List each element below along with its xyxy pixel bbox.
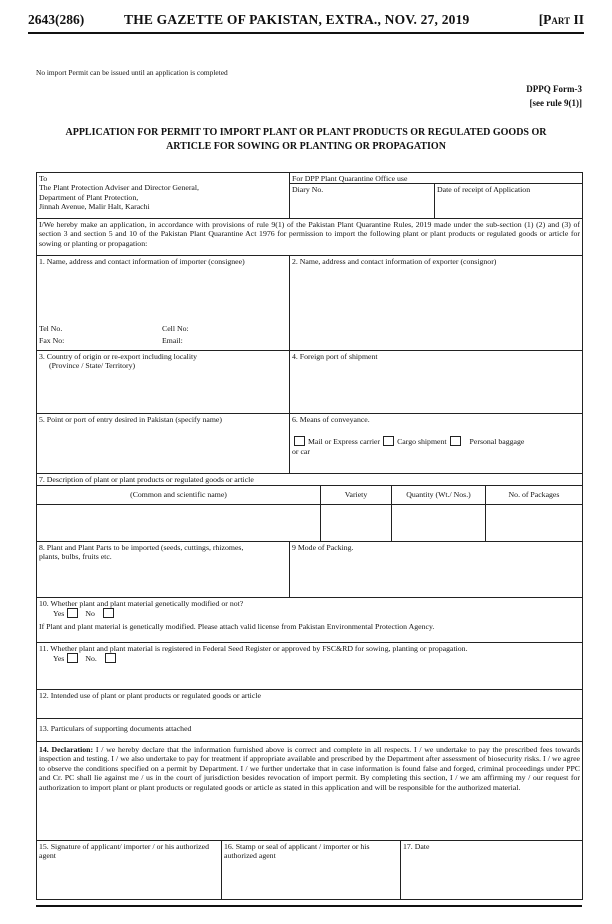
gm-yes-label: Yes [53,609,65,619]
intended-use-field[interactable]: 12. Intended use of plant or plant products or regulated goods or article [36,689,583,719]
gm-no-checkbox[interactable] [103,608,114,618]
cargo-checkbox[interactable] [383,436,394,446]
gazette-header [28,8,584,30]
form-reference [526,82,582,110]
conveyance-options [292,436,580,446]
variety-input[interactable] [320,504,392,542]
form-rule: [see rule 9(1)] [529,98,582,108]
seed-register-question: 11. Whether plant and plant material is registered in Federal Seed Register or approved by FSC&RD for sowing, planting or propagation. [39,644,468,653]
header-rule [28,32,584,34]
car-label: or car [292,446,310,456]
declaration-label: 14. Declaration: [39,745,94,754]
personal-baggage-label: Personal baggage [469,437,525,447]
part-label: [Part II [538,12,584,27]
to-block [36,172,290,219]
conveyance-label: 6. Means of conveyance. [292,415,370,424]
form-title-line-1: APPLICATION FOR PERMIT TO IMPORT PLANT OR PLANT PRODUCTS OR REGULATED GOODS OR [65,127,547,138]
plant-parts-field[interactable] [36,541,290,598]
country-of-origin-label: 3. Country of origin or re-export including locality [39,352,198,361]
page-number: 2643(286) [28,12,85,27]
country-of-origin-field[interactable] [36,350,290,414]
gm-no-label: No [85,609,95,619]
date-of-receipt-field[interactable]: Date of receipt of Application [434,183,583,219]
importer-field[interactable] [36,255,290,351]
gm-yes-checkbox[interactable] [67,608,78,618]
country-of-origin-sublabel: (Province / State/ Territory) [49,361,136,371]
fax-label: Fax No: [39,336,65,345]
seed-yes-label: Yes [53,654,65,664]
diary-number-field[interactable]: Diary No. [289,183,435,219]
stamp-seal-field[interactable]: 16. Stamp or seal of applicant / importer or his authorized agent [221,840,401,900]
column-quantity: Quantity (Wt./ Nos.) [391,485,486,505]
common-name-input[interactable] [36,504,321,542]
signature-field[interactable]: 15. Signature of applicant/ importer / or his authorized agent [36,840,222,900]
packages-input[interactable] [485,504,583,542]
declaration-text: I / we hereby declare that the information furnished above is correct and complete in all respects. I / we undertake to pay the prescribed fees towards inspection and testing. I / we also undertake to pay for treatment if appropriate available and prescribed by the Department after assessment of biosecurity risks. I / we agree to observe the conditions specified on a permit by Department. I / we further undertake that in case information is found false and forged, criminal proceedings under PPC and Cr. PC shall lie against me / us in the court of jurisdiction besides revocation of import permit. By completing this section, I / we am affirming my / our request for authorization to import plant or plant products or regulated goods or article as stated in this application and will be responsible for the authorized material. [39,745,580,792]
footer-rule [36,905,582,907]
foreign-port-field[interactable]: 4. Foreign port of shipment [289,350,583,414]
genetically-modified-section [36,597,583,643]
office-use-label: For DPP Plant Quarantine Office use [289,172,583,184]
mail-checkbox[interactable] [294,436,305,446]
declaration-section [36,741,583,841]
cargo-label: Cargo shipment [397,437,447,447]
to-label: To [39,174,48,183]
column-variety: Variety [320,485,392,505]
cell-label: Cell No: [162,324,189,333]
column-common-name: (Common and scientific name) [36,485,321,505]
mail-label: Mail or Express carrier [308,437,381,447]
column-packages: No. of Packages [485,485,583,505]
quantity-input[interactable] [391,504,486,542]
seed-register-section [36,642,583,690]
form-number: DPPQ Form-3 [526,84,582,94]
seed-no-checkbox[interactable] [105,653,116,663]
port-of-entry-field[interactable]: 5. Point or port of entry desired in Pakistan (specify name) [36,413,290,474]
application-intro: I/We hereby make an application, in accordance with provisions of rule 9(1) of the Pakistan Plant Quarantine Rules, 2019 made under the sub-section (1) (2) and (3) of section 3 and section 5 and 10 of the Pakistan Plant Quarantine Act 1976 for permission to import the following plant or plant products or regulated goods or article for sowing or planting or propagation: [36,218,583,256]
form-title [32,126,580,154]
tel-label: Tel No. [39,324,63,333]
description-header: 7. Description of plant or plant products or regulated goods or article [36,473,583,486]
seed-no-label: No. [85,654,97,664]
importer-label: 1. Name, address and contact information of importer (consignee) [39,257,245,266]
date-field[interactable]: 17. Date [400,840,583,900]
gm-options [39,608,580,618]
permit-note: No import Permit can be issued until an application is completed [36,68,228,77]
exporter-field[interactable]: 2. Name, address and contact information of exporter (consignor) [289,255,583,351]
seed-register-options [39,653,580,663]
personal-baggage-checkbox[interactable] [450,436,461,446]
to-line-1: The Plant Protection Adviser and Director General, [39,183,200,193]
to-line-2: Department of Plant Protection, [39,192,139,202]
seed-yes-checkbox[interactable] [67,653,78,663]
gazette-title: THE GAZETTE OF PAKISTAN, EXTRA., NOV. 27, 2019 [124,12,470,27]
supporting-documents-field[interactable]: 13. Particulars of supporting documents attached [36,718,583,742]
mode-of-packing-field[interactable]: 9 Mode of Packing. [289,541,583,598]
gm-question: 10. Whether plant and plant material genetically modified or not? [39,599,244,608]
form-title-line-2: ARTICLE FOR SOWING OR PLANTING OR PROPAGATION [166,141,446,152]
email-label: Email: [162,336,183,345]
plant-parts-label: 8. Plant and Plant Parts to be imported (seeds, cuttings, rhizomes, plants, bulbs, fruits etc. [39,543,244,562]
to-line-3: Jinnah Avenue, Malir Halt, Karachi [39,202,150,212]
means-of-conveyance-field [289,413,583,474]
gm-license-note: If Plant and plant material is genetically modified. Please attach valid license from Pakistan Environmental Protection Agency. [39,621,435,631]
